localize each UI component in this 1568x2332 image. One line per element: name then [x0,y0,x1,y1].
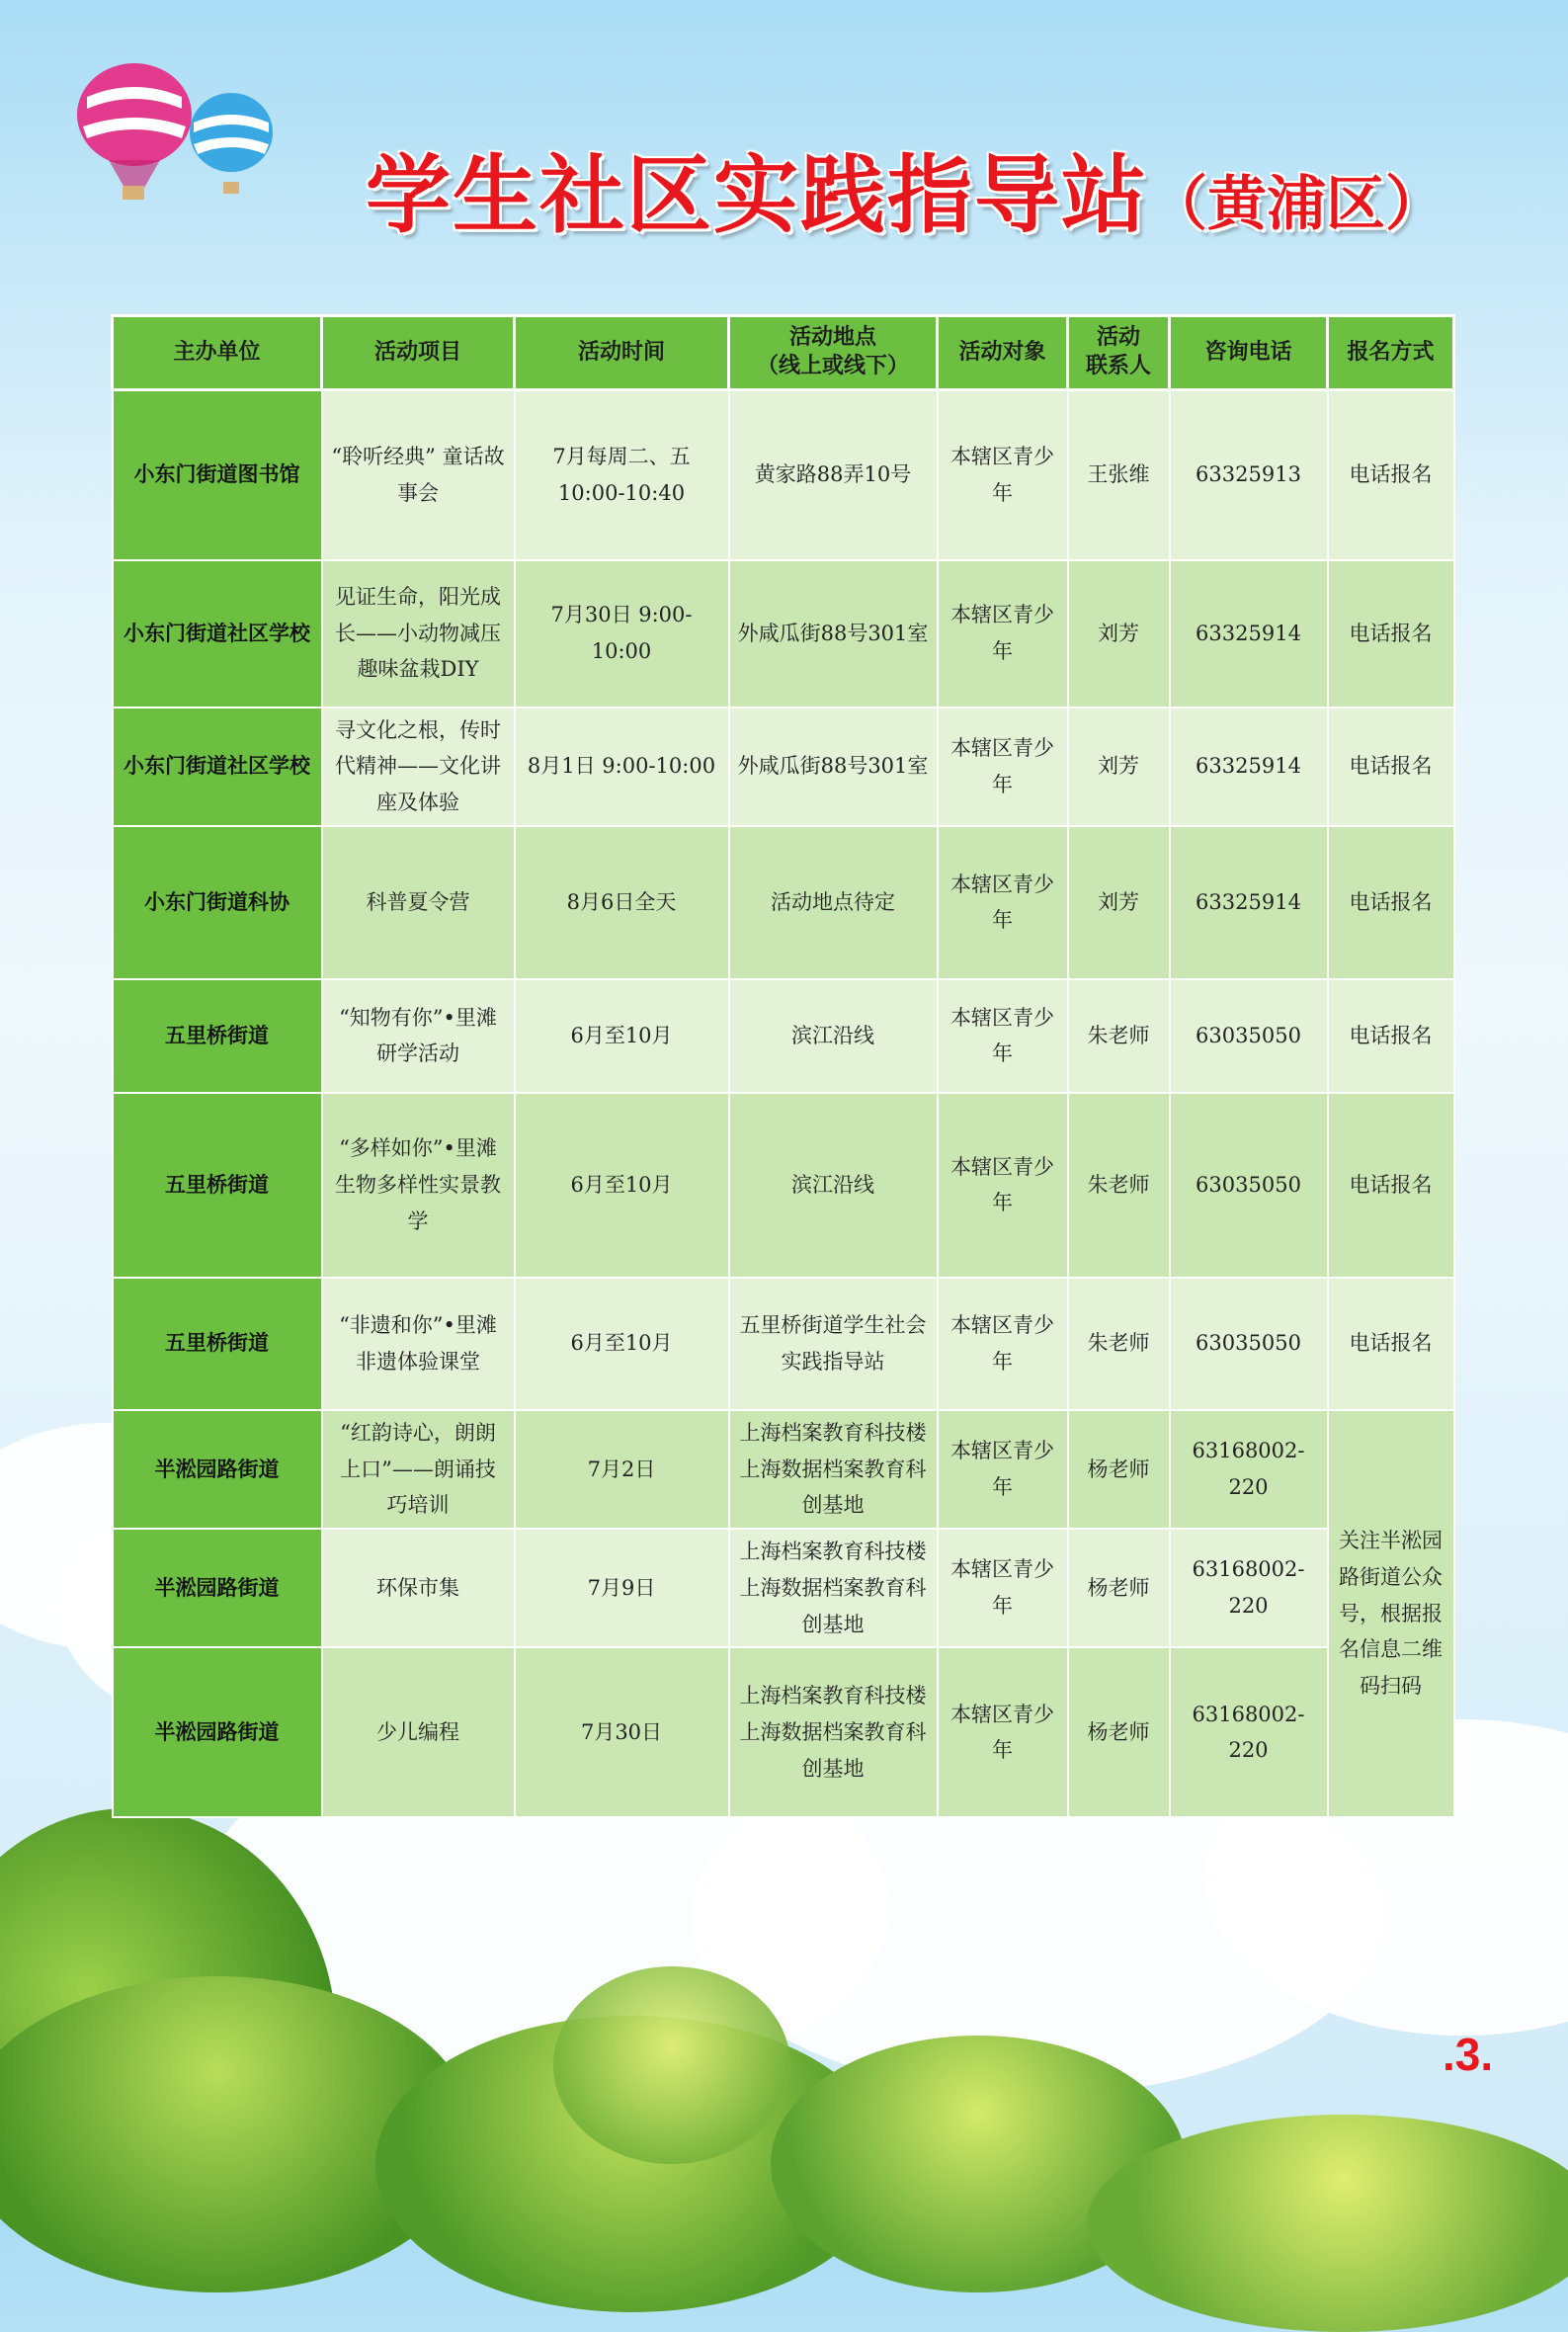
cell-project: “非遗和你”•里滩非遗体验课堂 [322,1278,515,1410]
cell-place: 活动地点待定 [729,826,938,979]
header-signup: 报名方式 [1328,316,1454,390]
cell-phone: 63325914 [1170,826,1328,979]
cell-time: 7月30日 9:00-10:00 [515,560,729,708]
cell-project: 少儿编程 [322,1647,515,1817]
cell-unit: 小东门街道社区学校 [113,708,322,826]
cell-time: 8月1日 9:00-10:00 [515,708,729,826]
page-title [366,126,1452,249]
cell-signup: 电话报名 [1328,708,1454,826]
cell-time: 7月9日 [515,1529,729,1647]
cell-phone: 63035050 [1170,979,1328,1093]
cell-time: 8月6日全天 [515,826,729,979]
cell-unit: 半淞园路街道 [113,1647,322,1817]
activity-table [111,314,1455,1818]
cell-time: 6月至10月 [515,979,729,1093]
hot-air-balloons-icon [65,57,292,206]
cell-unit: 小东门街道科协 [113,826,322,979]
cell-time: 6月至10月 [515,1093,729,1278]
cell-target: 本辖区青少年 [938,708,1068,826]
cell-signup: 电话报名 [1328,1093,1454,1278]
table-row [113,560,1454,708]
cell-place: 上海档案教育科技楼上海数据档案教育科创基地 [729,1529,938,1647]
cell-target: 本辖区青少年 [938,390,1068,560]
cell-project: 科普夏令营 [322,826,515,979]
cell-phone: 63325914 [1170,708,1328,826]
cell-target: 本辖区青少年 [938,1529,1068,1647]
cell-unit: 半淞园路街道 [113,1410,322,1529]
cell-unit: 半淞园路街道 [113,1529,322,1647]
cell-target: 本辖区青少年 [938,979,1068,1093]
cell-unit: 五里桥街道 [113,1093,322,1278]
cell-contact: 杨老师 [1068,1647,1170,1817]
title-main: 学生社区实践指导站 [366,146,1148,245]
cell-phone: 63325913 [1170,390,1328,560]
cell-project: 见证生命，阳光成长——小动物减压趣味盆栽DIY [322,560,515,708]
cell-contact: 朱老师 [1068,979,1170,1093]
table-header-row [113,316,1454,390]
cell-place: 外咸瓜街88号301室 [729,560,938,708]
table-row [113,979,1454,1093]
header-target: 活动对象 [938,316,1068,390]
cell-project: “红韵诗心，朗朗上口”——朗诵技巧培训 [322,1410,515,1529]
cell-place: 滨江沿线 [729,979,938,1093]
cell-time: 7月2日 [515,1410,729,1529]
page-number: .3. [1443,2029,1494,2080]
cell-target: 本辖区青少年 [938,1278,1068,1410]
cell-contact: 杨老师 [1068,1529,1170,1647]
cell-time: 7月每周二、五 10:00-10:40 [515,390,729,560]
cell-contact: 杨老师 [1068,1410,1170,1529]
cell-target: 本辖区青少年 [938,1410,1068,1529]
cell-signup: 电话报名 [1328,1278,1454,1410]
header-unit: 主办单位 [113,316,322,390]
table-row [113,826,1454,979]
cell-target: 本辖区青少年 [938,1647,1068,1817]
cell-unit: 五里桥街道 [113,1278,322,1410]
header-contact: 活动 联系人 [1068,316,1170,390]
cell-contact: 刘芳 [1068,560,1170,708]
header-project: 活动项目 [322,316,515,390]
header-place: 活动地点 （线上或线下） [729,316,938,390]
cell-unit: 小东门街道图书馆 [113,390,322,560]
cell-unit: 五里桥街道 [113,979,322,1093]
cell-time: 6月至10月 [515,1278,729,1410]
cell-phone: 63168002-220 [1170,1410,1328,1529]
cell-project: “多样如你”•里滩生物多样性实景教学 [322,1093,515,1278]
cell-place: 五里桥街道学生社会实践指导站 [729,1278,938,1410]
cell-phone: 63168002-220 [1170,1647,1328,1817]
cell-place: 黄家路88弄10号 [729,390,938,560]
cell-place: 上海档案教育科技楼上海数据档案教育科创基地 [729,1647,938,1817]
table-row [113,390,1454,560]
cell-project: 环保市集 [322,1529,515,1647]
table-row [113,1093,1454,1278]
cell-unit: 小东门街道社区学校 [113,560,322,708]
cell-time: 7月30日 [515,1647,729,1817]
table-row [113,1410,1454,1529]
cell-signup: 电话报名 [1328,826,1454,979]
header-time: 活动时间 [515,316,729,390]
cell-signup: 电话报名 [1328,560,1454,708]
cell-phone: 63035050 [1170,1093,1328,1278]
cell-target: 本辖区青少年 [938,1093,1068,1278]
cell-place: 滨江沿线 [729,1093,938,1278]
cell-target: 本辖区青少年 [938,560,1068,708]
cell-project: “知物有你”•里滩研学活动 [322,979,515,1093]
cell-contact: 刘芳 [1068,826,1170,979]
title-district: （黄浦区） [1148,170,1444,239]
cell-contact: 朱老师 [1068,1093,1170,1278]
cell-project: 寻文化之根，传时代精神——文化讲座及体验 [322,708,515,826]
table-row [113,1529,1454,1647]
cell-signup: 电话报名 [1328,390,1454,560]
cell-place: 上海档案教育科技楼上海数据档案教育科创基地 [729,1410,938,1529]
table-row [113,1647,1454,1817]
cell-place: 外咸瓜街88号301室 [729,708,938,826]
cell-target: 本辖区青少年 [938,826,1068,979]
cell-contact: 朱老师 [1068,1278,1170,1410]
cell-signup-merged: 关注半淞园路街道公众号，根据报名信息二维码扫码 [1328,1410,1454,1818]
cell-signup: 电话报名 [1328,979,1454,1093]
cell-phone: 63035050 [1170,1278,1328,1410]
cell-contact: 刘芳 [1068,708,1170,826]
cell-project: “聆听经典” 童话故事会 [322,390,515,560]
cell-contact: 王张维 [1068,390,1170,560]
table-row [113,1278,1454,1410]
table-row [113,708,1454,826]
cell-phone: 63325914 [1170,560,1328,708]
cell-phone: 63168002-220 [1170,1529,1328,1647]
header-phone: 咨询电话 [1170,316,1328,390]
